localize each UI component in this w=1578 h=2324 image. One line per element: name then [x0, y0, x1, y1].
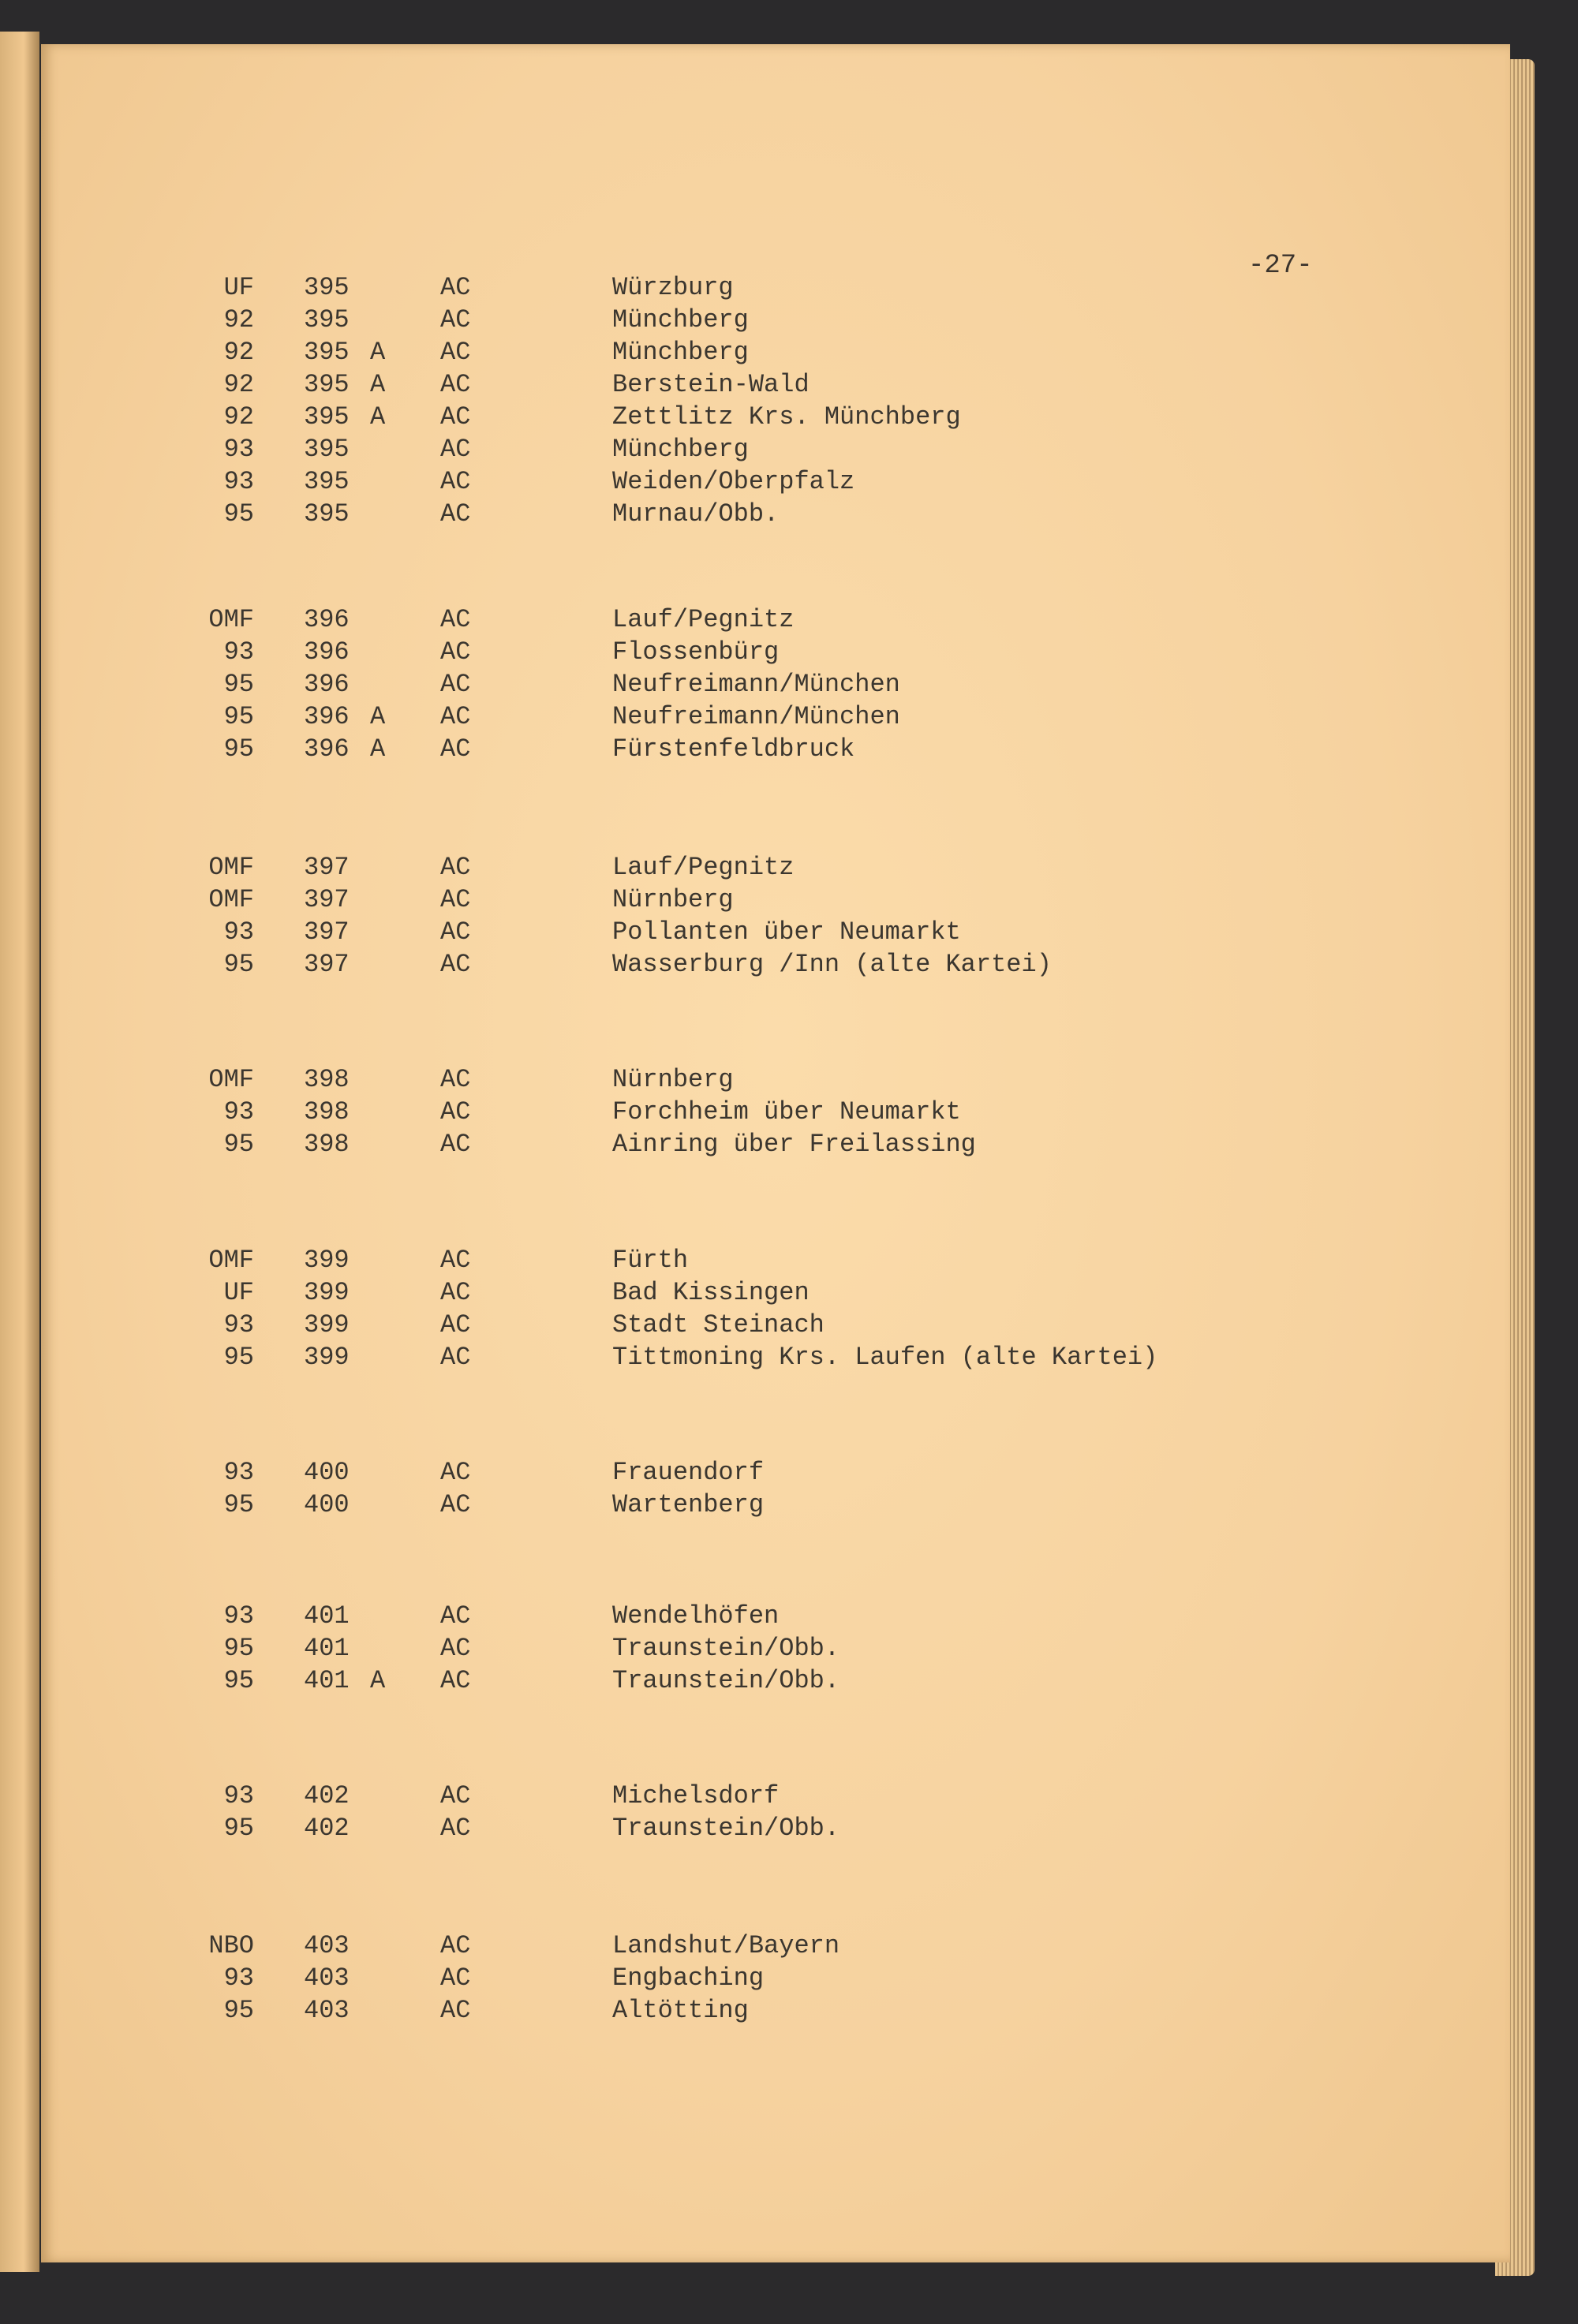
row-place: Engbaching — [612, 1963, 765, 1993]
row-place: Flossenbürg — [612, 637, 780, 667]
row-number: 402 — [304, 1814, 350, 1843]
row-number: 400 — [304, 1458, 350, 1487]
list-row — [41, 950, 1382, 982]
row-number: 399 — [304, 1246, 350, 1275]
row-place: Münchberg — [612, 435, 749, 464]
list-row — [41, 435, 1382, 467]
list-row — [41, 853, 1382, 885]
row-place: Traunstein/Obb. — [612, 1814, 840, 1843]
list-row — [41, 605, 1382, 637]
row-type: AC — [440, 1130, 471, 1159]
row-code: 95 — [223, 499, 254, 529]
row-type: AC — [440, 702, 471, 731]
row-type: AC — [440, 670, 471, 699]
list-row — [41, 338, 1382, 370]
list-row — [41, 1246, 1382, 1278]
row-type: AC — [440, 1458, 471, 1487]
row-number: 395 — [304, 305, 350, 334]
row-type: AC — [440, 1963, 471, 1993]
row-number: 397 — [304, 853, 350, 882]
row-code: OMF — [208, 853, 254, 882]
row-type: AC — [440, 338, 471, 367]
row-code: 95 — [223, 1814, 254, 1843]
list-row — [41, 670, 1382, 702]
row-code: 95 — [223, 670, 254, 699]
list-row — [41, 637, 1382, 670]
list-row — [41, 917, 1382, 950]
row-code: 93 — [223, 1781, 254, 1810]
row-code: 95 — [223, 1130, 254, 1159]
row-suffix: A — [370, 734, 386, 764]
row-type: AC — [440, 1634, 471, 1663]
list-row — [41, 467, 1382, 499]
row-place: Ainring über Freilassing — [612, 1130, 976, 1159]
list-row — [41, 1490, 1382, 1523]
row-place: Altötting — [612, 1996, 749, 2025]
row-place: Bad Kissingen — [612, 1278, 810, 1307]
list-row — [41, 702, 1382, 734]
row-suffix: A — [370, 370, 386, 399]
row-type: AC — [440, 853, 471, 882]
list-row — [41, 1601, 1382, 1634]
row-code: 93 — [223, 637, 254, 667]
row-type: AC — [440, 435, 471, 464]
row-type: AC — [440, 1097, 471, 1127]
row-code: 92 — [223, 402, 254, 432]
row-type: AC — [440, 1814, 471, 1843]
row-number: 402 — [304, 1781, 350, 1810]
row-type: AC — [440, 1996, 471, 2025]
row-type: AC — [440, 1666, 471, 1695]
row-number: 398 — [304, 1097, 350, 1127]
row-place: Würzburg — [612, 273, 734, 302]
row-type: AC — [440, 1246, 471, 1275]
row-place: Wasserburg /Inn (alte Kartei) — [612, 950, 1052, 979]
row-type: AC — [440, 1781, 471, 1810]
row-place: Lauf/Pegnitz — [612, 853, 795, 882]
row-number: 398 — [304, 1065, 350, 1094]
row-place: Stadt Steinach — [612, 1310, 825, 1339]
row-code: 92 — [223, 305, 254, 334]
row-place: Forchheim über Neumarkt — [612, 1097, 961, 1127]
row-place: Frauendorf — [612, 1458, 765, 1487]
row-code: OMF — [208, 605, 254, 634]
row-place: Neufreimann/München — [612, 702, 900, 731]
document-page — [41, 44, 1510, 2262]
list-row — [41, 734, 1382, 767]
row-code: 95 — [223, 702, 254, 731]
row-type: AC — [440, 917, 471, 947]
row-place: Wendelhöfen — [612, 1601, 780, 1631]
row-place: Tittmoning Krs. Laufen (alte Kartei) — [612, 1343, 1158, 1372]
row-place: Weiden/Oberpfalz — [612, 467, 855, 496]
list-row — [41, 1814, 1382, 1846]
row-type: AC — [440, 370, 471, 399]
row-suffix: A — [370, 1666, 386, 1695]
row-number: 395 — [304, 499, 350, 529]
row-code: 93 — [223, 1601, 254, 1631]
row-type: AC — [440, 467, 471, 496]
row-type: AC — [440, 950, 471, 979]
row-type: AC — [440, 637, 471, 667]
row-number: 397 — [304, 885, 350, 914]
row-code: 93 — [223, 917, 254, 947]
list-row — [41, 1666, 1382, 1698]
list-row — [41, 1343, 1382, 1375]
row-place: Traunstein/Obb. — [612, 1634, 840, 1663]
list-row — [41, 1310, 1382, 1343]
row-place: Nürnberg — [612, 1065, 734, 1094]
row-place: Fürstenfeldbruck — [612, 734, 855, 764]
row-type: AC — [440, 1278, 471, 1307]
list-row — [41, 499, 1382, 532]
row-place: Pollanten über Neumarkt — [612, 917, 961, 947]
row-number: 395 — [304, 370, 350, 399]
row-type: AC — [440, 1343, 471, 1372]
list-row — [41, 885, 1382, 917]
row-place: Neufreimann/München — [612, 670, 900, 699]
row-type: AC — [440, 1065, 471, 1094]
row-code: 93 — [223, 1097, 254, 1127]
list-row — [41, 1097, 1382, 1130]
row-number: 399 — [304, 1310, 350, 1339]
row-number: 396 — [304, 637, 350, 667]
row-suffix: A — [370, 402, 386, 432]
row-place: Murnau/Obb. — [612, 499, 780, 529]
row-number: 401 — [304, 1634, 350, 1663]
row-code: 95 — [223, 1996, 254, 2025]
row-place: Traunstein/Obb. — [612, 1666, 840, 1695]
list-row — [41, 1996, 1382, 2028]
row-type: AC — [440, 1310, 471, 1339]
list-row — [41, 370, 1382, 402]
row-type: AC — [440, 402, 471, 432]
row-code: 95 — [223, 950, 254, 979]
row-code: 93 — [223, 1310, 254, 1339]
row-code: NBO — [208, 1931, 254, 1960]
list-row — [41, 1065, 1382, 1097]
row-code: UF — [223, 273, 254, 302]
row-place: Lauf/Pegnitz — [612, 605, 795, 634]
row-number: 395 — [304, 338, 350, 367]
row-place: Zettlitz Krs. Münchberg — [612, 402, 961, 432]
row-suffix: A — [370, 702, 386, 731]
row-place: Fürth — [612, 1246, 689, 1275]
row-place: Wartenberg — [612, 1490, 765, 1519]
row-number: 401 — [304, 1601, 350, 1631]
row-code: 95 — [223, 734, 254, 764]
row-place: Berstein-Wald — [612, 370, 810, 399]
row-code: 95 — [223, 1634, 254, 1663]
row-code: 95 — [223, 1666, 254, 1695]
list-row — [41, 1634, 1382, 1666]
row-number: 397 — [304, 950, 350, 979]
row-code: 95 — [223, 1490, 254, 1519]
row-number: 396 — [304, 702, 350, 731]
row-code: OMF — [208, 1065, 254, 1094]
row-code: 93 — [223, 1458, 254, 1487]
list-row — [41, 402, 1382, 435]
row-number: 395 — [304, 402, 350, 432]
row-number: 403 — [304, 1931, 350, 1960]
row-type: AC — [440, 885, 471, 914]
list-row — [41, 1931, 1382, 1963]
row-type: AC — [440, 273, 471, 302]
list-row — [41, 1781, 1382, 1814]
row-number: 395 — [304, 273, 350, 302]
row-type: AC — [440, 1490, 471, 1519]
list-row — [41, 305, 1382, 338]
list-row — [41, 1963, 1382, 1996]
row-code: 93 — [223, 467, 254, 496]
row-number: 395 — [304, 435, 350, 464]
row-code: 92 — [223, 370, 254, 399]
row-place: Michelsdorf — [612, 1781, 780, 1810]
row-code: OMF — [208, 885, 254, 914]
row-number: 401 — [304, 1666, 350, 1695]
row-code: 92 — [223, 338, 254, 367]
page-number: -27- — [1248, 251, 1313, 281]
row-number: 398 — [304, 1130, 350, 1159]
row-suffix: A — [370, 338, 386, 367]
list-row — [41, 1458, 1382, 1490]
row-code: UF — [223, 1278, 254, 1307]
row-number: 396 — [304, 670, 350, 699]
list-row — [41, 1130, 1382, 1162]
row-code: 93 — [223, 435, 254, 464]
row-place: Landshut/Bayern — [612, 1931, 840, 1960]
row-number: 397 — [304, 917, 350, 947]
row-code: 93 — [223, 1963, 254, 1993]
row-place: Münchberg — [612, 338, 749, 367]
row-type: AC — [440, 605, 471, 634]
row-place: Münchberg — [612, 305, 749, 334]
row-place: Nürnberg — [612, 885, 734, 914]
row-number: 399 — [304, 1343, 350, 1372]
row-number: 395 — [304, 467, 350, 496]
previous-page-edge — [0, 32, 39, 2272]
row-type: AC — [440, 1601, 471, 1631]
row-number: 396 — [304, 734, 350, 764]
row-code: OMF — [208, 1246, 254, 1275]
row-number: 400 — [304, 1490, 350, 1519]
row-code: 95 — [223, 1343, 254, 1372]
list-row — [41, 273, 1382, 305]
row-number: 396 — [304, 605, 350, 634]
row-number: 403 — [304, 1996, 350, 2025]
row-type: AC — [440, 734, 471, 764]
row-type: AC — [440, 1931, 471, 1960]
row-type: AC — [440, 305, 471, 334]
row-number: 399 — [304, 1278, 350, 1307]
list-row — [41, 1278, 1382, 1310]
row-type: AC — [440, 499, 471, 529]
row-number: 403 — [304, 1963, 350, 1993]
